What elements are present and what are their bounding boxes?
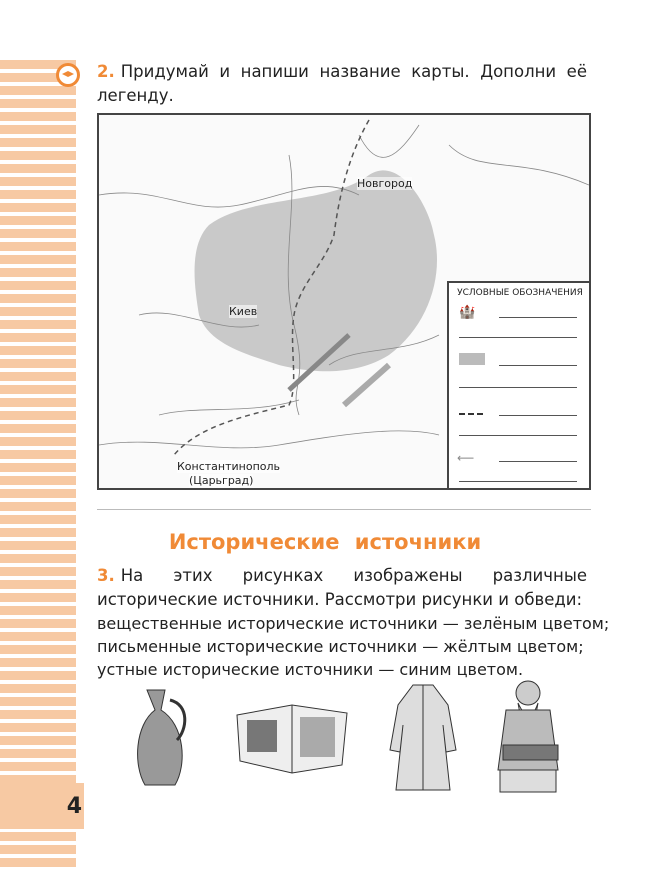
list-item: письменные исторические источники — жёлтым цветом; — [97, 637, 584, 656]
task-text: На этих рисунках изображены различные исторические источники. Рассмотри рисунки и обведи: — [97, 566, 587, 609]
label-kiev: Киев — [229, 305, 258, 318]
section-heading: Исторические источники — [168, 530, 482, 554]
gusli-player-picture[interactable] — [488, 675, 568, 795]
list-item: устные исторические источники — синим цветом. — [97, 660, 524, 679]
legend-blank-line[interactable] — [459, 337, 577, 338]
graduation-cap-icon — [56, 63, 80, 87]
legend-blank-line[interactable] — [499, 317, 577, 318]
territory-swatch — [459, 353, 485, 365]
legend-blank-line[interactable] — [459, 435, 577, 436]
task-2 — [97, 60, 587, 108]
label-tsargrad: (Царьград) — [189, 474, 254, 487]
divider — [97, 509, 591, 510]
historical-map — [97, 113, 591, 490]
label-novgorod: Новгород — [357, 177, 413, 190]
legend-blank-line[interactable] — [459, 387, 577, 388]
task-text: Придумай и напиши название карты. Дополни её легенду. — [97, 62, 587, 105]
task-number: 2. — [97, 62, 115, 81]
arrow-campaign — [344, 365, 389, 405]
legend-blank-line[interactable] — [459, 481, 577, 482]
legend-blank-line[interactable] — [499, 365, 577, 366]
caftan-picture[interactable] — [388, 680, 458, 795]
arrow-left-icon: ⟵ — [457, 451, 475, 465]
territory-area — [195, 170, 437, 371]
task-number: 3. — [97, 566, 115, 585]
task-3 — [97, 564, 587, 612]
instructions-list — [97, 612, 609, 681]
old-book-picture[interactable] — [232, 695, 352, 775]
legend-blank-line[interactable] — [499, 415, 577, 416]
page-number: 4 — [0, 783, 84, 829]
list-item: вещественные исторические источники — зелёным цветом; — [97, 614, 610, 633]
ship-route-icon — [459, 401, 483, 415]
jug-picture[interactable] — [125, 685, 195, 790]
label-constantinople: Константинополь — [177, 460, 281, 473]
map-legend — [447, 281, 591, 490]
city-icon: 🏰 — [459, 305, 476, 320]
legend-title: УСЛОВНЫЕ ОБОЗНАЧЕНИЯ — [457, 288, 583, 298]
legend-blank-line[interactable] — [499, 461, 577, 462]
decorative-stripes — [0, 60, 76, 780]
